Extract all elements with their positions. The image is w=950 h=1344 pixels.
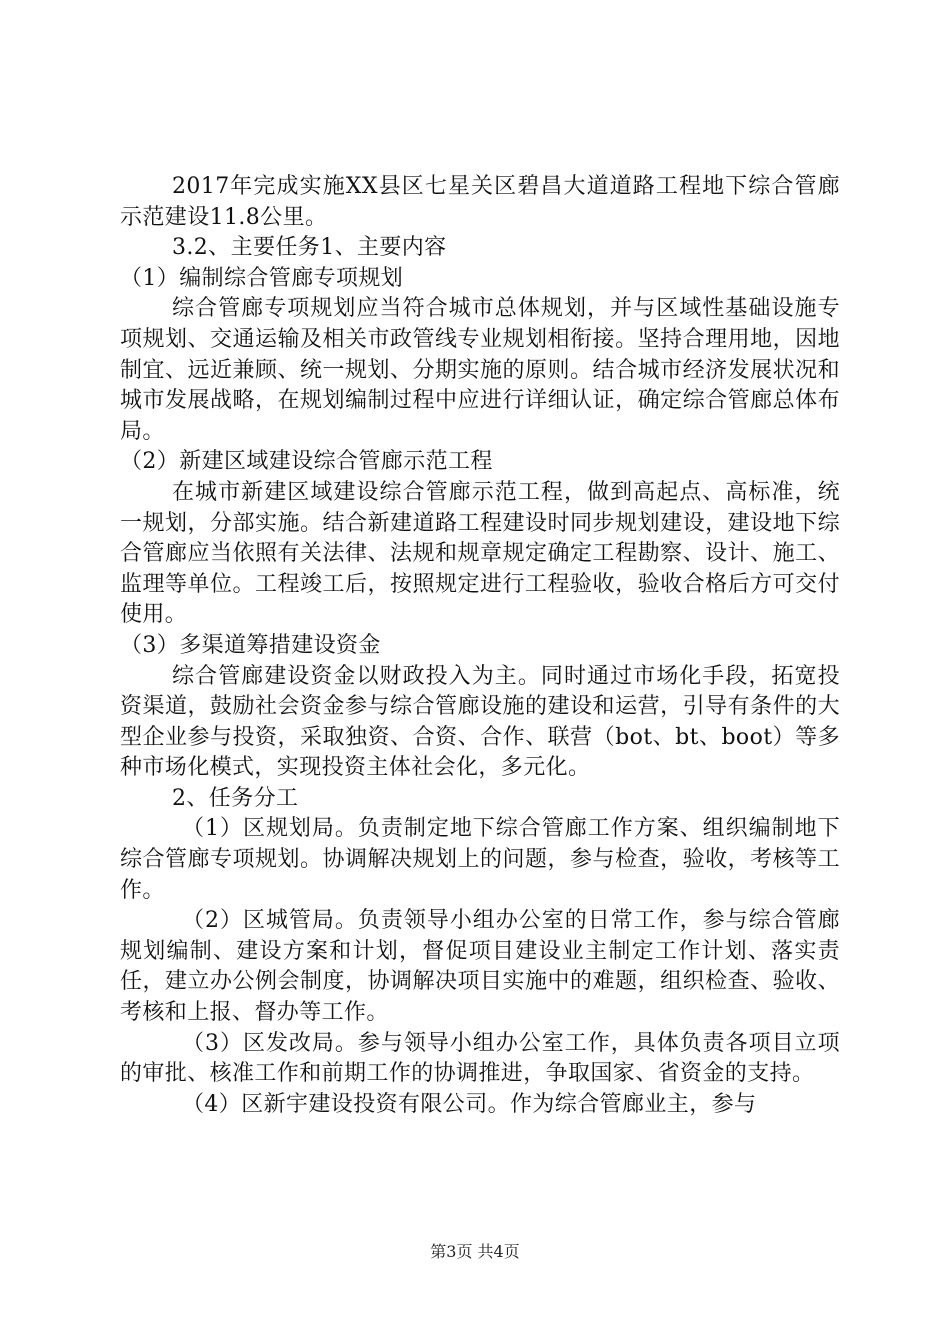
section-heading-task-division: 2、任务分工	[172, 785, 299, 811]
paragraph-funding: 综合管廊建设资金以财政投入为主。同时通过市场化手段，拓宽投资渠道，鼓励社会资金参与综合管廊设施的建设和运营，引导有条件的大型企业参与投资，采取独资、合资、合作、联营（bot、bt、boot）等多种市场化模式，实现投资主体社会化，多元化。	[120, 663, 840, 781]
page-number-footer: 第3页 共4页	[430, 1242, 520, 1261]
paragraph-xinyu-investment-company: （4）区新宇建设投资有限公司。作为综合管廊业主，参与	[182, 1091, 757, 1117]
paragraph-planning: 综合管廊专项规划应当符合城市总体规划，并与区域性基础设施专项规划、交通运输及相关市政管线专业规划相衔接。坚持合理用地，因地制宜、远近兼顾、统一规划、分期实施的原则。结合城市经济发展状况和城市发展战略，在规划编制过程中应进行详细认证，确定综合管廊总体布局。	[120, 296, 840, 444]
subheading-1: （1）编制综合管廊专项规划	[120, 265, 404, 291]
section-heading-main-tasks: 3.2、主要任务1、主要内容	[172, 235, 447, 261]
paragraph-urban-management-bureau: （2）区城管局。负责领导小组办公室的日常工作，参与综合管廊规划编制、建设方案和计划，督促项目建设业主制定工作计划、落实责任，建立办公例会制度，协调解决项目实施中的难题，组织检查、验收、考核和上报、督办等工作。	[120, 908, 840, 1026]
paragraph-development-reform-bureau: （3）区发改局。参与领导小组办公室工作，具体负责各项目立项的审批、核准工作和前期工作的协调推进，争取国家、省资金的支持。	[120, 1030, 840, 1087]
paragraph-intro: 2017年完成实施XX县区七星关区碧昌大道道路工程地下综合管廊示范建设11.8公里。	[120, 174, 840, 230]
subheading-3: （3）多渠道筹措建设资金	[120, 632, 381, 658]
paragraph-new-area: 在城市新建区域建设综合管廊示范工程，做到高起点、高标准，统一规划，分部实施。结合新建道路工程建设时同步规划建设，建设地下综合管廊应当依照有关法律、法规和规章规定确定工程勘察、设计、施工、监理等单位。工程竣工后，按照规定进行工程验收，验收合格后方可交付使用。	[120, 479, 840, 628]
document-body	[120, 172, 840, 1120]
paragraph-planning-bureau: （1）区规划局。负责制定地下综合管廊工作方案、组织编制地下综合管廊专项规划。协调解决规划上的问题，参与检查，验收，考核等工作。	[120, 816, 840, 903]
subheading-2: （2）新建区域建设综合管廊示范工程	[120, 449, 493, 475]
